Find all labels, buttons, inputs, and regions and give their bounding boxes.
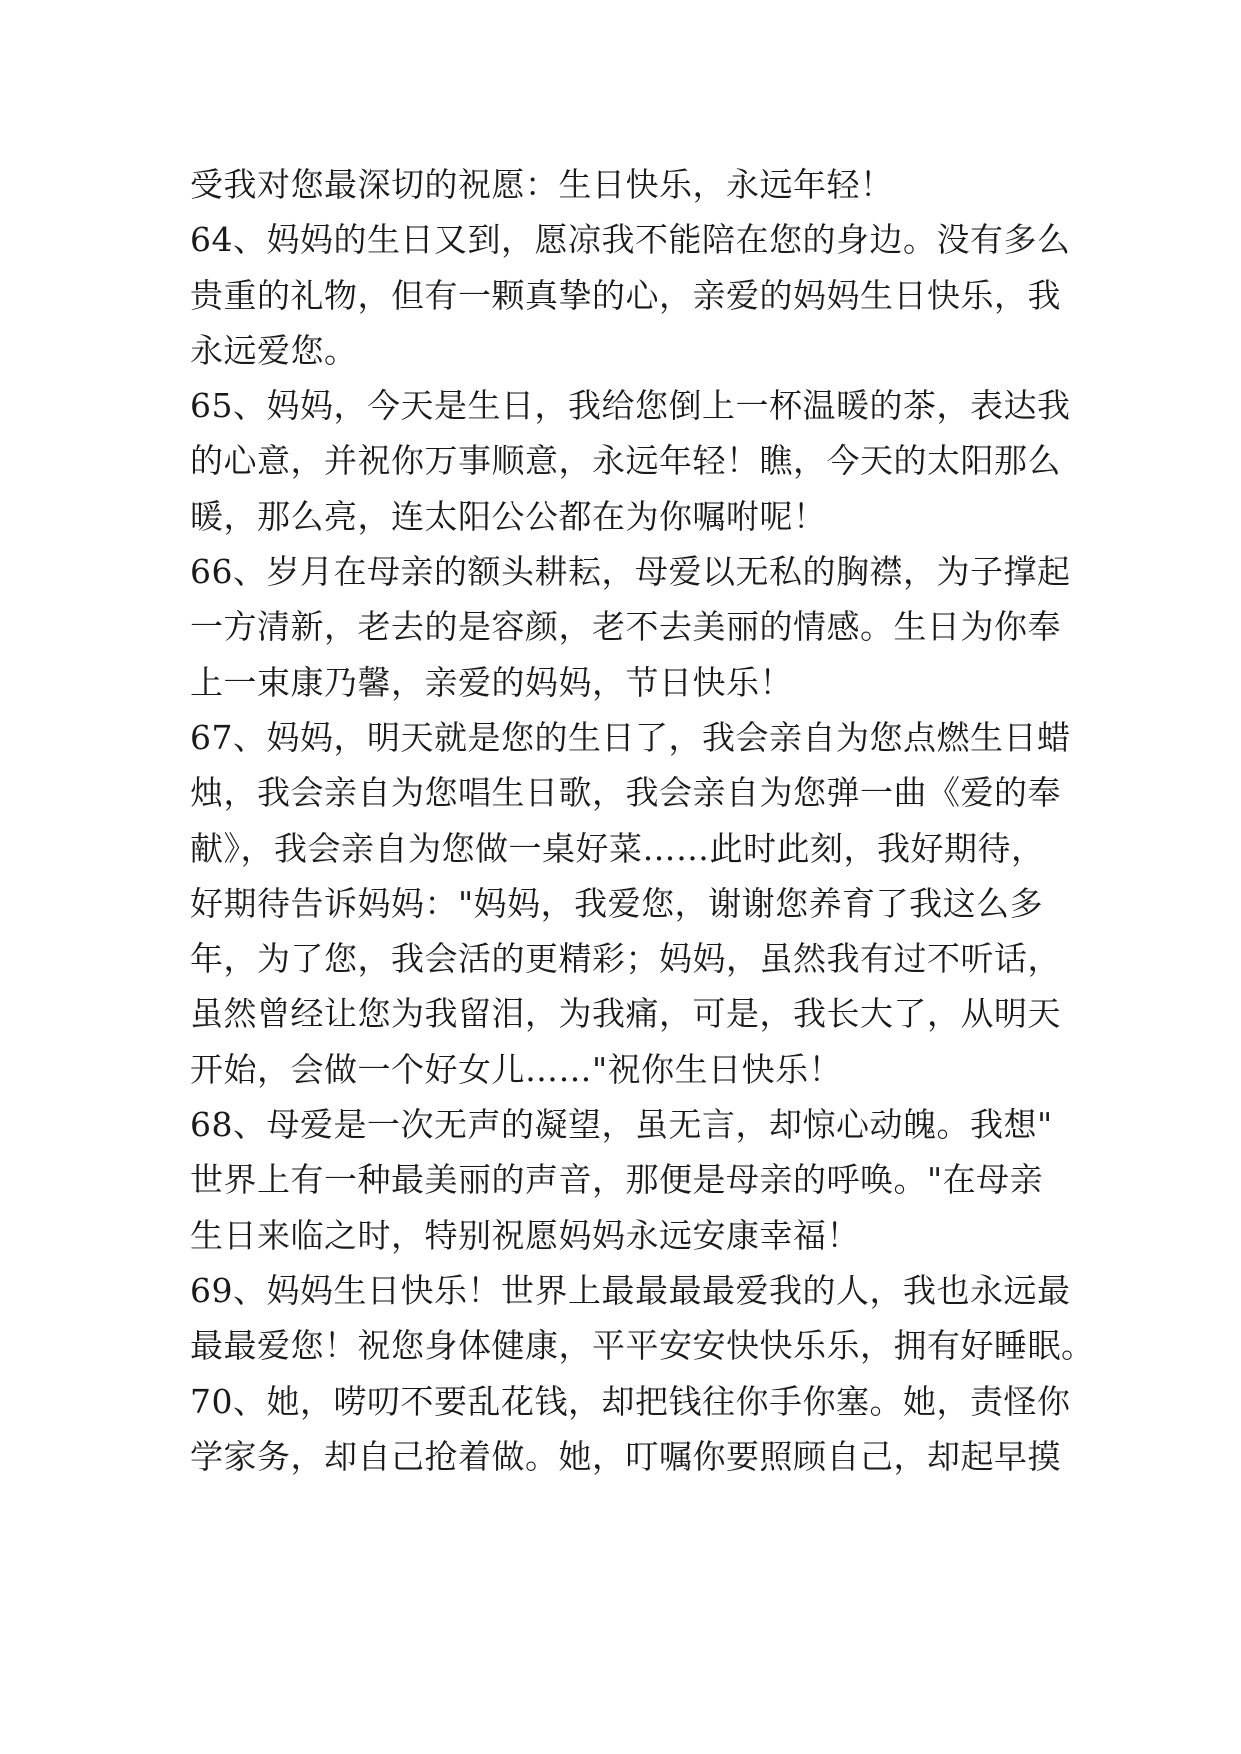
text-line: 献》，我会亲自为您做一桌好菜……此时此刻，我好期待， (190, 828, 1045, 868)
text-line: 贵重的礼物，但有一颗真挚的心，亲爱的妈妈生日快乐，我 (190, 275, 1061, 315)
text-line: 永远爱您。 (190, 330, 358, 370)
text-line: 70、她，唠叨不要乱花钱，却把钱往你手你塞。她，责怪你 (190, 1381, 1071, 1421)
text-line: 学家务，却自己抢着做。她，叮嘱你要照顾自己，却起早摸 (190, 1436, 1061, 1476)
text-line: 受我对您最深切的祝愿：生日快乐，永远年轻！ (190, 165, 894, 204)
text-line: 年，为了您，我会活的更精彩；妈妈，虽然我有过不听话， (190, 939, 1061, 979)
text-line: 暖，那么亮，连太阳公公都在为你嘱咐呢！ (190, 496, 827, 536)
text-line: 世界上有一种最美丽的声音，那便是母亲的呼唤。"在母亲 (190, 1160, 1044, 1200)
text-line: 64、妈妈的生日又到，愿凉我不能陪在您的身边。没有多么 (190, 220, 1071, 260)
text-line: 67、妈妈，明天就是您的生日了，我会亲自为您点燃生日蜡 (190, 717, 1071, 757)
text-line: 69、妈妈生日快乐！世界上最最最最爱我的人，我也永远最 (190, 1270, 1071, 1310)
text-line: 好期待告诉妈妈："妈妈，我爱您，谢谢您养育了我这么多 (190, 883, 1044, 923)
text-line: 66、岁月在母亲的额头耕耘，母爱以无私的胸襟，为子撑起 (190, 552, 1071, 592)
document-body (190, 157, 1095, 1484)
text-line: 的心意，并祝你万事顺意，永远年轻！瞧，今天的太阳那么 (190, 441, 1061, 481)
text-line: 68、母爱是一次无声的凝望，虽无言，却惊心动魄。我想" (190, 1105, 1053, 1145)
text-line: 开始，会做一个好女儿……"祝你生日快乐！ (190, 1049, 843, 1089)
text-line: 65、妈妈，今天是生日，我给您倒上一杯温暖的茶，表达我 (190, 386, 1071, 426)
text-line: 一方清新，老去的是容颜，老不去美丽的情感。生日为你奉 (190, 607, 1061, 647)
text-line: 烛，我会亲自为您唱生日歌，我会亲自为您弹一曲《爱的奉 (190, 773, 1061, 813)
text-line: 虽然曾经让您为我留泪，为我痛，可是，我长大了，从明天 (190, 994, 1061, 1034)
text-line: 最最爱您！祝您身体健康，平平安安快快乐乐，拥有好睡眠。 (190, 1326, 1095, 1366)
text-line: 上一束康乃馨，亲爱的妈妈，节日快乐！ (190, 662, 793, 702)
text-line: 生日来临之时，特别祝愿妈妈永远安康幸福！ (190, 1215, 860, 1255)
